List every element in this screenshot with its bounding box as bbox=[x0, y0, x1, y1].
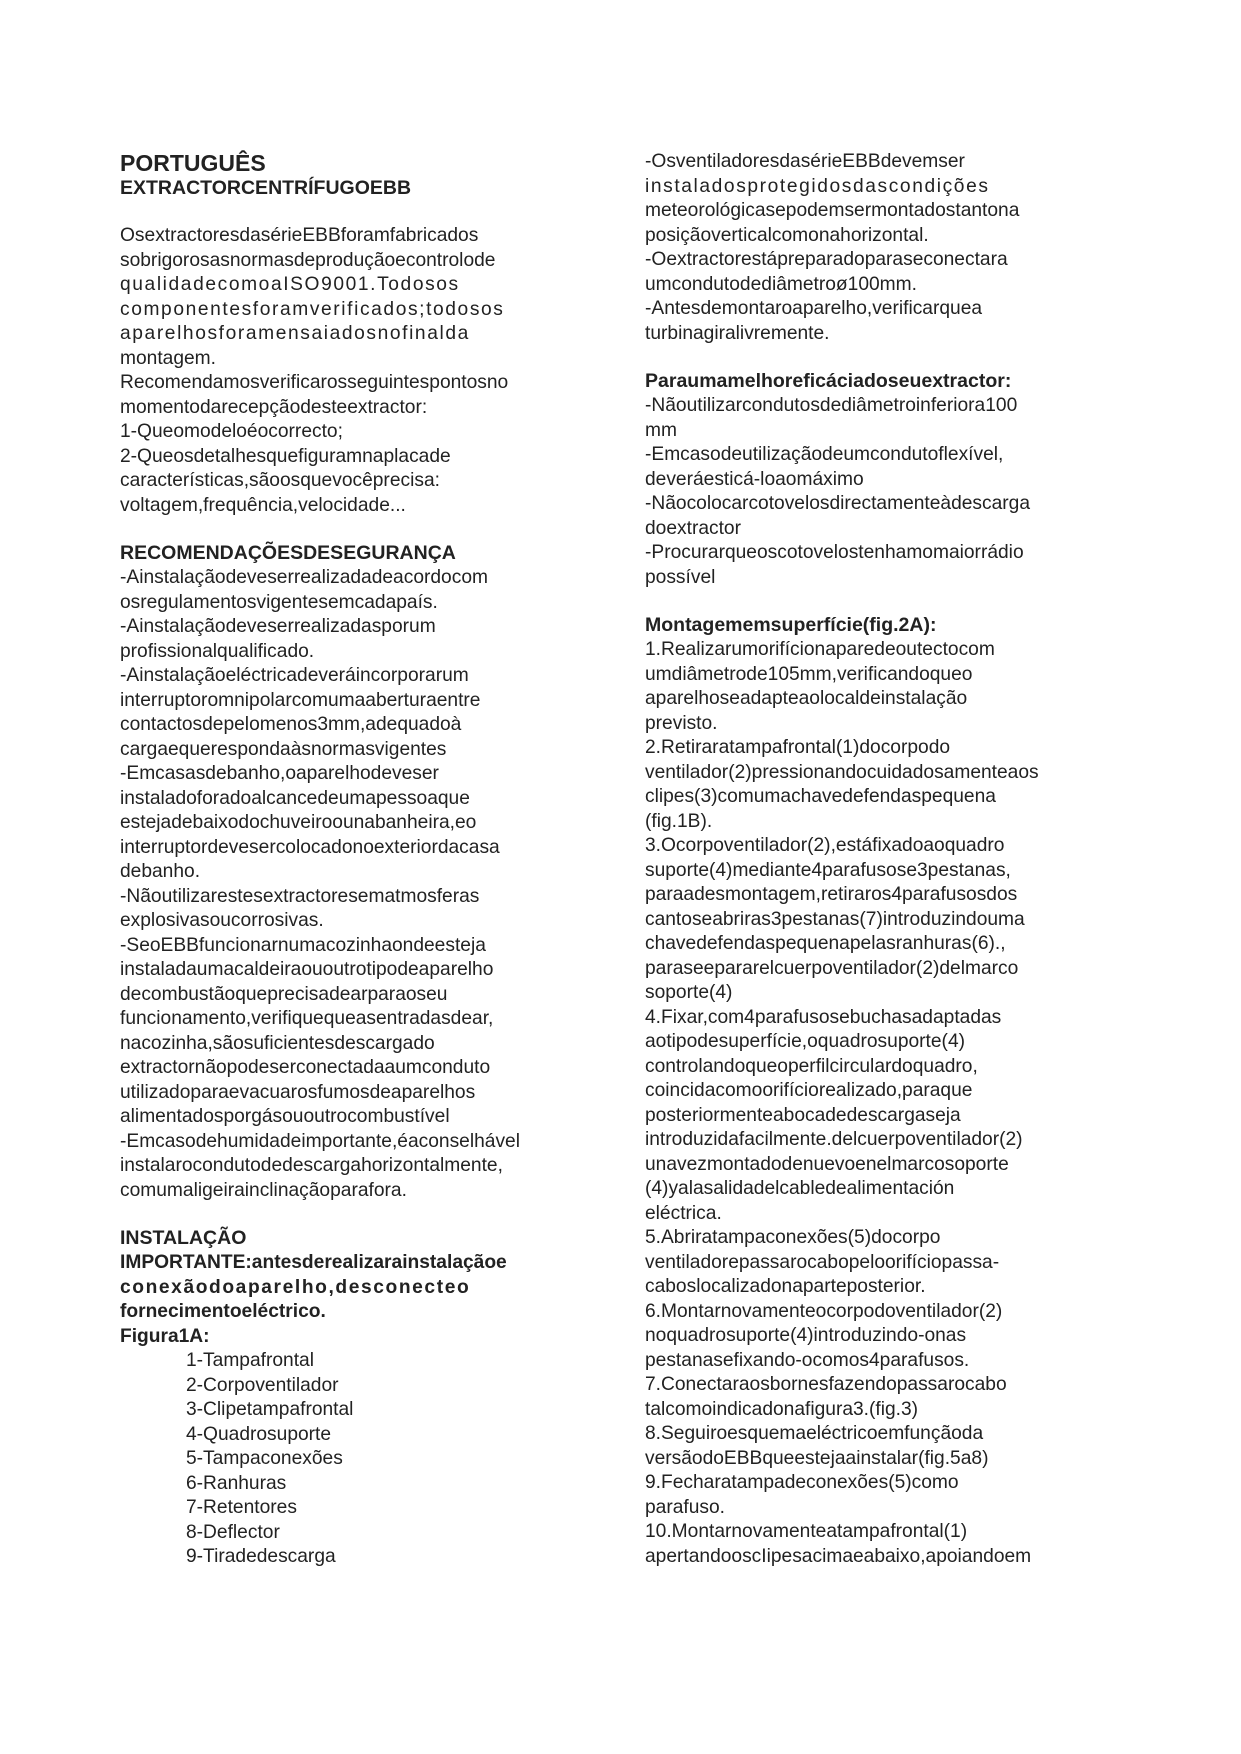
text-line: instaladaumacaldeiraououtrotipodeaparelho bbox=[120, 959, 494, 980]
text-line: mm bbox=[645, 419, 677, 441]
intro-notes bbox=[645, 150, 1125, 346]
text-line: características,sãoosquevocêprecisa: bbox=[120, 470, 440, 491]
text-line: talcomoindicadonafigura3.(fig.3) bbox=[645, 1398, 919, 1420]
text-line: (fig.1B). bbox=[645, 810, 713, 832]
text-line: 9.Fecharatampadeconexões(5)como bbox=[645, 1472, 959, 1493]
text-line: -Emcasodeutilizaçãodeumcondutoflexível, bbox=[645, 444, 1004, 465]
text-line: eléctrica. bbox=[645, 1202, 722, 1224]
text-line: -Antesdemontaroaparelho,verificarquea bbox=[645, 298, 983, 319]
list-item: 5-Tampaconexões bbox=[186, 1448, 343, 1469]
safety-paragraph bbox=[120, 566, 580, 1203]
text-line: aparelhosforamensaiadosnofinalda bbox=[120, 323, 470, 344]
figure-list bbox=[120, 1349, 580, 1570]
figure-label: Figura1A: bbox=[120, 1325, 210, 1347]
mount-steps bbox=[645, 638, 1125, 1569]
text-line: debanho. bbox=[120, 861, 201, 882]
text-line: -Nãoutilizarestesextractoresematmosferas bbox=[120, 885, 480, 907]
text-line: momentodarecepçãodesteextractor: bbox=[120, 396, 428, 418]
text-line: comumaligeirainclinaçãoparafora. bbox=[120, 1179, 407, 1201]
text-line: introduzidafacilmente.delcuerpoventilador(2) bbox=[645, 1129, 1023, 1150]
text-line: OsextractoresdasérieEBBforamfabricados bbox=[120, 225, 479, 246]
text-line: parafuso. bbox=[645, 1496, 726, 1518]
text-line: 6.Montarnovamenteocorpodoventilador(2) bbox=[645, 1300, 1003, 1322]
text-line: coincidacomoorifíciorealizado,paraque bbox=[645, 1080, 973, 1101]
right-column bbox=[645, 150, 1125, 1569]
text-line: estejadebaixodochuveiroounabanheira,eo bbox=[120, 812, 477, 833]
text-line: 5.Abriratampaconexões(5)docorpo bbox=[645, 1227, 941, 1248]
text-line: -Ainstalaçãodeveserrealizadadeacordocom bbox=[120, 567, 488, 588]
text-line: Recomendamosverificarosseguintespontosno bbox=[120, 372, 509, 393]
list-item: 2-Corpoventilador bbox=[186, 1374, 339, 1396]
text-line: -Procurarqueoscotovelostenhamomaiorrádio bbox=[645, 542, 1024, 563]
list-item: 1-Tampafrontal bbox=[186, 1350, 314, 1371]
text-line: 8.Seguiroesquemaeléctricoemfunçãoda bbox=[645, 1423, 984, 1444]
text-line: aparelhoseadapteaolocaldeinstalação bbox=[645, 688, 968, 709]
text-line: chavedefendaspequenapelasranhuras(6)., bbox=[645, 933, 1006, 954]
text-line: unavezmontadodenuevoenelmarcosoporte bbox=[645, 1153, 1009, 1175]
install-heading: INSTALAÇÃO bbox=[120, 1227, 247, 1249]
text-line: -Nãoutilizarcondutosdediâmetroinferiora100 bbox=[645, 395, 1018, 416]
text-line: sobrigorosasnormasdeproduçãoecontrolode bbox=[120, 249, 496, 271]
text-line: suporte(4)mediante4parafusose3pestanas, bbox=[645, 859, 1011, 881]
text-line: aotipodesuperfície,oquadrosuporte(4) bbox=[645, 1031, 966, 1052]
text-line: pestanasefixando-ocomos4parafusos. bbox=[645, 1349, 970, 1371]
text-line: -Oextractorestápreparadoparaseconectara bbox=[645, 249, 1008, 270]
text-line: -OsventiladoresdasérieEBBdevemser bbox=[645, 151, 965, 172]
text-line: controlandoqueoperfilcirculardoquadro, bbox=[645, 1055, 978, 1077]
text-line: paraadesmontagem,retiraros4parafusosdos bbox=[645, 884, 1018, 905]
efficiency-list bbox=[645, 394, 1125, 590]
text-line: qualidadecomoaISO9001.Todosos bbox=[120, 274, 460, 295]
list-item: 7-Retentores bbox=[186, 1497, 297, 1518]
list-item: 3-Clipetampafrontal bbox=[186, 1399, 354, 1420]
text-line: profissionalqualificado. bbox=[120, 640, 315, 662]
text-line: extractornãopodeserconectadaaumconduto bbox=[120, 1057, 491, 1078]
text-line: -Emcasasdebanho,oaparelhodeveser bbox=[120, 763, 439, 784]
text-line: instaladosprotegidosdascondições bbox=[645, 175, 990, 197]
text-line: 4.Fixar,com4parafusosebuchasadaptadas bbox=[645, 1006, 1002, 1028]
text-line: doextractor bbox=[645, 517, 741, 539]
safety-heading: RECOMENDAÇÕESDESEGURANÇA bbox=[120, 542, 456, 564]
product-title: EXTRACTORCENTRÍFUGOEBB bbox=[120, 177, 412, 199]
text-line: ventiladorepassarocabopeloorifíciopassa- bbox=[645, 1251, 1000, 1273]
list-item: 4-Quadrosuporte bbox=[186, 1423, 332, 1445]
text-line: deveráesticá-loaomáximo bbox=[645, 468, 864, 490]
text-line: instalarocondutodedescargahorizontalmente, bbox=[120, 1155, 503, 1176]
language-heading: PORTUGUÊS bbox=[120, 150, 266, 176]
text-line: -Ainstalaçãodeveserrealizadasporum bbox=[120, 616, 436, 637]
text-line: meteorológicasepodemsermontadostantona bbox=[645, 200, 1020, 221]
text-line: umdiâmetrode105mm,verificandoqueo bbox=[645, 663, 973, 685]
text-line: soporte(4) bbox=[645, 982, 733, 1003]
text-line: conexãodoaparelho,desconecteo bbox=[120, 1276, 471, 1298]
text-line: cargaequerespondaàsnormasvigentes bbox=[120, 738, 447, 760]
text-line: 3.Ocorpoventilador(2),estáfixadoaoquadro bbox=[645, 835, 1005, 856]
text-line: posteriormenteabocadedescargaseja bbox=[645, 1104, 961, 1126]
text-line: IMPORTANTE:antesderealizarainstalaçãoe bbox=[120, 1252, 507, 1273]
text-line: posiçãoverticalcomonahorizontal. bbox=[645, 224, 929, 246]
text-line: ventilador(2)pressionandocuidadosamenteaos bbox=[645, 761, 1039, 783]
text-line: 2.Retiraratampafrontal(1)docorpodo bbox=[645, 737, 951, 758]
text-line: apertandooscIipesacimaeabaixo,apoiandoem bbox=[645, 1545, 1032, 1567]
text-line: decombustãoqueprecisadearparaoseu bbox=[120, 983, 448, 1005]
text-line: clipes(3)comumachavedefendaspequena bbox=[645, 786, 996, 807]
text-line: -Ainstalaçãoeléctricadeveráincorporarum bbox=[120, 665, 469, 686]
text-line: 10.Montarnovamenteatampafrontal(1) bbox=[645, 1521, 968, 1542]
list-item: 8-Deflector bbox=[186, 1521, 280, 1543]
text-line: contactosdepelomenos3mm,adequadoà bbox=[120, 714, 462, 735]
text-line: componentesforamverificados;todosos bbox=[120, 298, 505, 320]
text-line: previsto. bbox=[645, 712, 718, 734]
text-line: 2-Queosdetalhesquefiguramnaplacade bbox=[120, 445, 451, 467]
text-line: paraseepararelcuerpoventilador(2)delmarco bbox=[645, 957, 1019, 979]
text-line: montagem. bbox=[120, 347, 216, 369]
efficiency-heading: Paraumamelhoreficáciadoseuextractor: bbox=[645, 370, 1012, 392]
list-item: 6-Ranhuras bbox=[186, 1472, 287, 1494]
text-line: osregulamentosvigentesemcadapaís. bbox=[120, 591, 438, 613]
text-line: nacozinha,sãosuficientesdescargado bbox=[120, 1032, 435, 1054]
list-item: 9-Tiradedescarga bbox=[186, 1546, 336, 1567]
text-line: -Nãocolocarcotovelosdirectamenteàdescarga bbox=[645, 493, 1031, 514]
left-column bbox=[120, 150, 580, 1570]
text-line: (4)yalasalidadelcabledealimentación bbox=[645, 1178, 955, 1199]
mount-heading: Montagememsuperfície(fig.2A): bbox=[645, 614, 937, 636]
text-line: caboslocalizadonaparteposterior. bbox=[645, 1276, 926, 1297]
text-line: cantoseabriras3pestanas(7)introduzindouma bbox=[645, 908, 1025, 930]
text-line: interruptordevesercolocadonoexteriordacasa bbox=[120, 836, 500, 858]
text-line: funcionamento,verifiquequeasentradasdear, bbox=[120, 1008, 494, 1029]
text-line: voltagem,frequência,velocidade... bbox=[120, 494, 406, 516]
text-line: explosivasoucorrosivas. bbox=[120, 910, 324, 931]
text-line: turbinagiralivremente. bbox=[645, 322, 830, 344]
text-line: interruptoromnipolarcomumaaberturaentre bbox=[120, 689, 481, 711]
text-line: alimentadosporgásououtrocombustível bbox=[120, 1106, 450, 1127]
important-note bbox=[120, 1251, 580, 1325]
text-line: umcondutodediâmetroø100mm. bbox=[645, 273, 917, 295]
intro-paragraph bbox=[120, 224, 580, 518]
text-line: fornecimentoeléctrico. bbox=[120, 1301, 326, 1322]
text-line: -SeoEBBfuncionarnumacozinhaondeesteja bbox=[120, 934, 486, 956]
text-line: utilizadoparaevacuarosfumosdeaparelhos bbox=[120, 1081, 476, 1103]
text-line: 1-Queomodeloéocorrecto; bbox=[120, 421, 343, 442]
text-line: 7.Conectaraosbornesfazendopassarocabo bbox=[645, 1374, 1007, 1395]
text-line: noquadrosuporte(4)introduzindo-onas bbox=[645, 1325, 967, 1346]
text-line: 1.Realizarumorifícionaparedeoutectocom bbox=[645, 639, 995, 660]
text-line: possível bbox=[645, 566, 716, 588]
text-line: -Emcasodehumidadeimportante,éaconselhável bbox=[120, 1130, 520, 1152]
text-line: instaladoforadoalcancedeumapessoaque bbox=[120, 787, 470, 809]
text-line: versãodoEBBqueestejaainstalar(fig.5a8) bbox=[645, 1447, 989, 1469]
